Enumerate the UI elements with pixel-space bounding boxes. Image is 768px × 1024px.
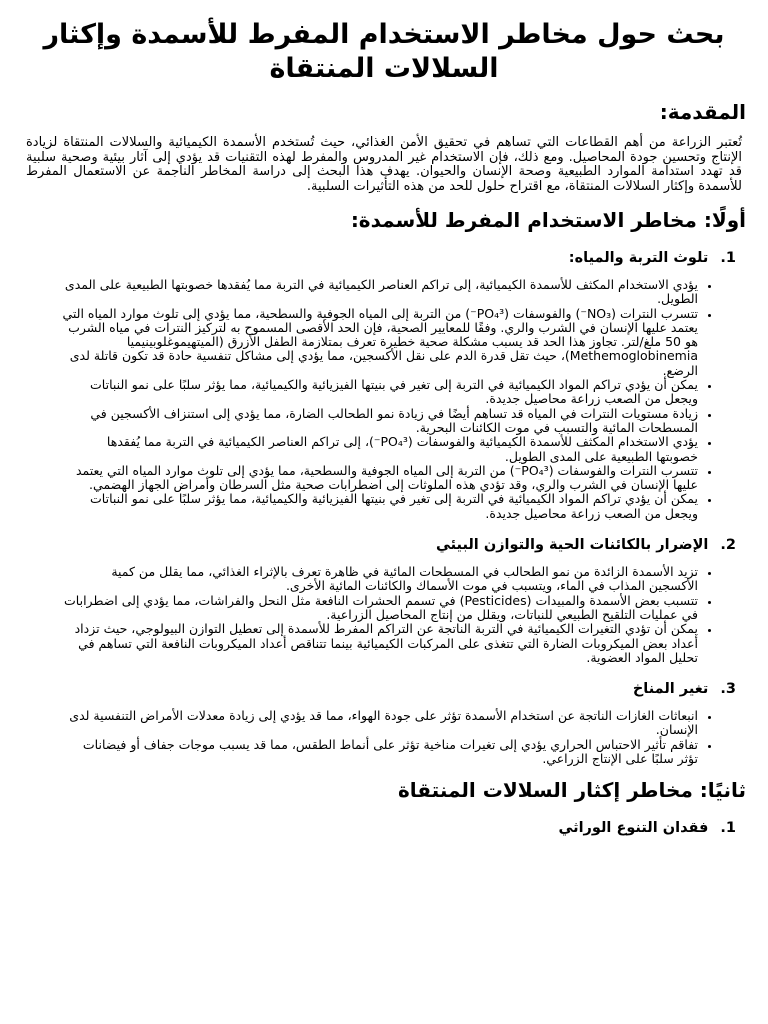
section1-sub1-number: 1.	[720, 250, 736, 266]
section1-sub2-title: الإضرار بالكائنات الحية والتوازن البيئي	[435, 537, 709, 554]
section1-heading: أولًا: مخاطر الاستخدام المفرط للأسمدة:	[350, 208, 746, 232]
document-title: بحث حول مخاطر الاستخدام المفرط للأسمدة وإكثار السلالات المنتقاة	[43, 19, 725, 84]
section1-sub3-number: 3.	[720, 681, 736, 698]
section1-sub2-list	[22, 565, 746, 665]
list-item: • يؤدي الاستخدام المكثف للأسمدة الكيميائية، إلى تراكم العناصر الكيميائية في التربة مما يُفقدها خصوبتها الطبيعية على المدى الطويل.	[62, 278, 698, 307]
list-item: • يمكن أن يؤدي تراكم المواد الكيميائية في التربة إلى تغير في بنيتها الفيزيائية والكيميائية، مما يؤثر سلبًا على نمو النباتات ويجعل من الصعب زراعة محاصيل جديدة.	[62, 492, 698, 521]
list-item: • يؤدي الاستخدام المكثف للأسمدة الكيميائية والفوسفات (PO₄³⁻)، إلى تراكم العناصر الكيميائية في التربة مما يُفقدها خصوبتها الطبيعية على المدى الطويل.	[62, 435, 698, 464]
section1-sub1-title: تلوث التربة والمياه:	[568, 250, 709, 266]
section1-sub1-heading	[22, 248, 746, 268]
intro-paragraph: تُعتبر الزراعة من أهم القطاعات التي تساهم في تحقيق الأمن الغذائي، حيث تُستخدم الأسمدة الكيميائية والسلالات المنتقاة لزيادة الإنتاج وتحسين جودة المحاصيل. ومع ذلك، فإن الاستخدام غير المدروس والمفرط لهذه التقنيات قد يؤدي إلى آثار بيئية وصحية سلبية قد تهدد استدامة الموارد الطبيعية وصحة الإنسان والحيوان. يهدف هذا البحث إلى دراسة المخاطر الناجمة عن الاستعمال المفرط للأسمدة وإكثار السلالات المنتقاة، مع اقتراح حلول للحد من هذه التأثيرات السلبية.	[26, 135, 742, 194]
section1-sub3-heading	[22, 679, 746, 699]
section2-sub1-title: فقدان التنوع الوراثي	[558, 820, 709, 837]
section2-sub1-heading	[22, 818, 746, 838]
list-item: • تزيد الأسمدة الزائدة من نمو الطحالب في المسطحات المائية في ظاهرة تعرف بالإثراء الغذائي، مما يقلل من كمية الأكسجين المذاب في الماء، ويتسبب في موت الأسماك والكائنات المائية الأخرى.	[62, 565, 698, 594]
section2-sub1-number: 1.	[720, 820, 736, 837]
section1-sub1-list	[22, 278, 746, 521]
section1-sub2-heading	[22, 535, 746, 555]
list-item: • يمكن أن تؤدي التغيرات الكيميائية في التربة الناتجة عن التراكم المفرط للأسمدة إلى تعطيل التوازن البيولوجي، حيث تزداد أعداد بعض الميكروبات الضارة التي تتغذى على المركبات الكيميائية بينما تتناقص أعداد الميكروبات النافعة التي تساهم في تحليل المواد العضوية.	[62, 622, 698, 665]
list-item: • تتسرب النترات والفوسفات (PO₄³⁻) من التربة إلى المياه الجوفية والسطحية، مما يؤدي إلى تلوث موارد المياه التي يعتمد عليها الإنسان في الشرب والري، وقد تؤدي هذه الملوثات إلى اضطرابات صحية مثل السرطان وأمراض الجهاز الهضمي.	[62, 464, 698, 493]
section1-sub3-title: تغير المناخ	[632, 681, 709, 698]
section2-heading: ثانيًا: مخاطر إكثار السلالات المنتقاة	[397, 778, 746, 803]
section1-sub2-number: 2.	[720, 537, 736, 554]
list-item: • تفاقم تأثير الاحتباس الحراري يؤدي إلى تغيرات مناخية تؤثر على أنماط الطقس، مما قد يسبب موجات جفاف أو فيضانات تؤثر سلبًا على الإنتاج الزراعي.	[62, 738, 698, 767]
intro-heading: المقدمة:	[659, 100, 746, 124]
list-item: • زيادة مستويات النترات في المياه قد تساهم أيضًا في زيادة نمو الطحالب الضارة، مما يؤدي إلى استنزاف الأكسجين في المسطحات المائية والتسبب في موت الكائنات البحرية.	[62, 407, 698, 436]
list-item: • تتسبب بعض الأسمدة والمبيدات (Pesticides) في تسمم الحشرات النافعة مثل النحل والفراشات، مما يؤدي إلى اضطرابات في عمليات التلقيح الطبيعي للنباتات، ويقلل من إنتاج المحاصيل الزراعية.	[62, 594, 698, 623]
list-item: • تتسرب النترات (NO₃⁻) والفوسفات (PO₄³⁻) من التربة إلى المياه الجوفية والسطحية، مما يؤدي إلى تلوث موارد المياه التي يعتمد عليها الإنسان في الشرب والري. وفقًا للمعايير الصحية، فإن الحد الأقصى المسموح به لتركيز النترات في مياه الشرب هو 50 ملغ/لتر. تجاوز هذا الحد قد يسبب مشكلة صحية خطيرة تعرف بمتلازمة الطفل الأزرق (الميتهيموغلوبينيميا Methemoglobinemia)، حيث تقل قدرة الدم على نقل الأكسجين، مما يؤدي إلى مشاكل تنفسية حادة قد تكون قاتلة لدى الرضع.	[62, 307, 698, 378]
section1-sub3-list	[22, 709, 746, 766]
list-item: • انبعاثات الغازات الناتجة عن استخدام الأسمدة تؤثر على جودة الهواء، مما قد يؤدي إلى زيادة معدلات الأمراض التنفسية لدى الإنسان.	[62, 709, 698, 738]
list-item: • يمكن أن يؤدي تراكم المواد الكيميائية في التربة إلى تغير في بنيتها الفيزيائية والكيميائية، مما يؤثر سلبًا على نمو النباتات ويجعل من الصعب زراعة محاصيل جديدة.	[62, 378, 698, 407]
